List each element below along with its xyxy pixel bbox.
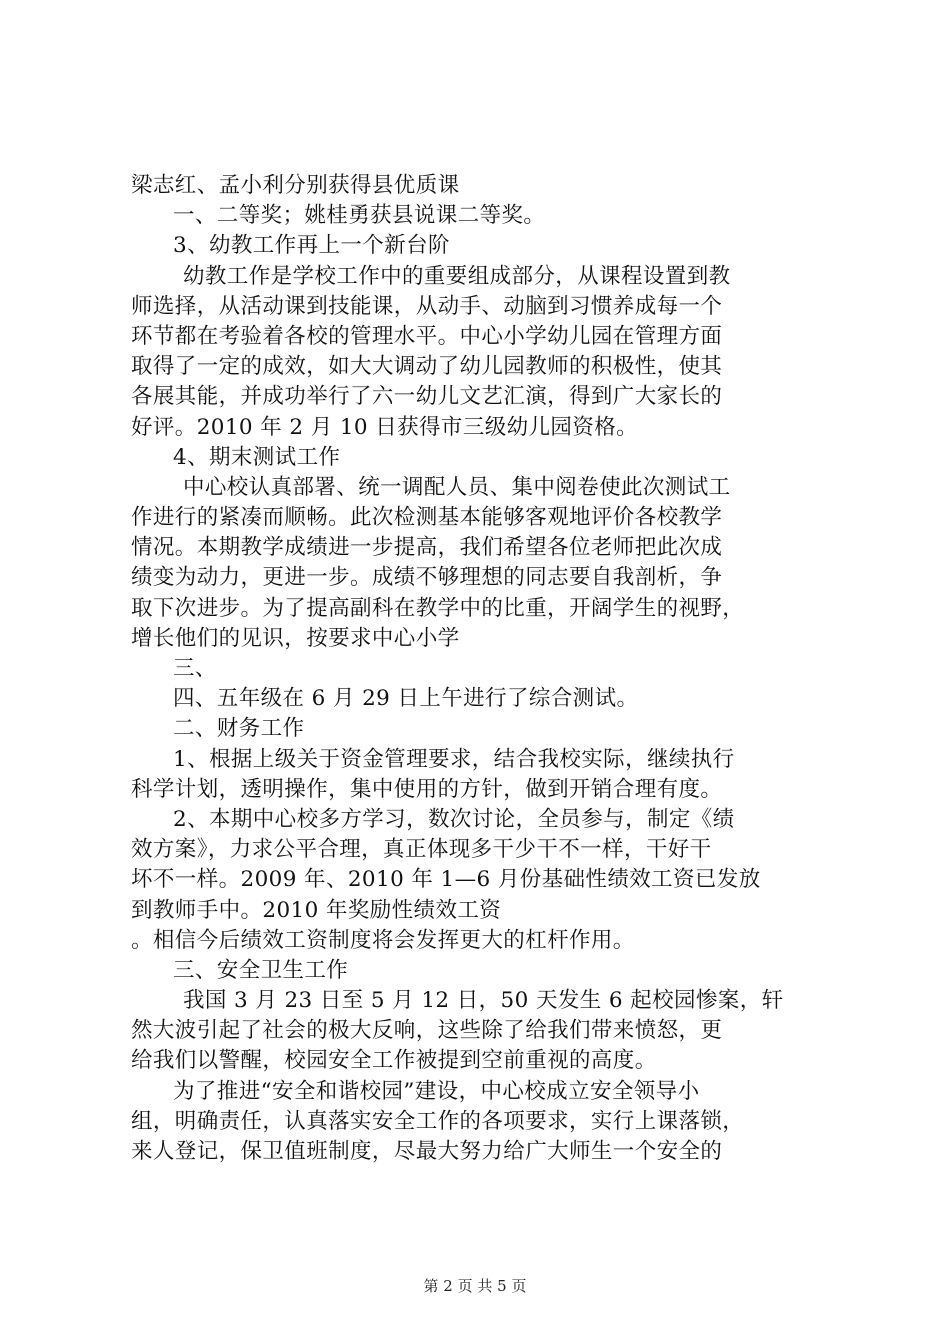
text-line: 师选择，从活动课到技能课，从动手、动脑到习惯养成每一个 xyxy=(131,293,723,319)
text-line: 一、二等奖；姚桂勇获县说课二等奖。 xyxy=(173,203,546,229)
text-line: 到教师手中。2010 年奖励性绩效工资 xyxy=(131,897,502,923)
text-line: 情况。本期教学成绩进一步提高，我们希望各位老师把此次成 xyxy=(131,535,723,561)
text-line: 3、幼教工作再上一个新台阶 xyxy=(173,233,450,259)
text-line: 三、安全卫生工作 xyxy=(173,957,349,983)
text-line: 绩变为动力，更进一步。成绩不够理想的同志要自我剖析，争 xyxy=(131,565,723,591)
text-line: 梁志红、孟小利分别获得县优质课 xyxy=(131,173,460,198)
text-line: 取得了一定的成效，如大大调动了幼儿园教师的积极性，使其 xyxy=(131,354,723,380)
text-line: 来人登记，保卫值班制度，尽最大努力给广大师生一个安全的 xyxy=(131,1139,723,1164)
text-line: 三、 xyxy=(173,656,217,681)
text-line: 增长他们的见识，按要求中心小学 xyxy=(131,625,460,651)
text-line: 组，明确责任，认真落实安全工作的各项要求，实行上课落锁， xyxy=(131,1108,745,1134)
text-line: 四、五年级在 6 月 29 日上午进行了综合测试。 xyxy=(173,686,639,712)
text-line: 坏不一样。2009 年、2010 年 1—6 月份基础性绩效工资已发放 xyxy=(131,867,761,893)
text-line: 4、期末测试工作 xyxy=(173,444,341,470)
text-line: 然大波引起了社会的极大反响，这些除了给我们带来愤怒，更 xyxy=(131,1018,723,1044)
text-line: 。相信今后绩效工资制度将会发挥更大的杠杆作用。 xyxy=(131,927,635,953)
text-line: 二、财务工作 xyxy=(173,716,305,742)
text-line: 1、根据上级关于资金管理要求，结合我校实际，继续执行 xyxy=(173,746,735,772)
text-line: 作进行的紧凑而顺畅。此次检测基本能够客观地评价各校教学 xyxy=(131,505,723,531)
text-line: 我国 3 月 23 日至 5 月 12 日，50 天发生 6 起校园惨案，轩 xyxy=(183,988,784,1014)
text-line: 各展其能，并成功举行了六一幼儿文艺汇演，得到广大家长的 xyxy=(131,384,723,410)
text-line: 好评。2010 年 2 月 10 日获得市三级幼儿园资格。 xyxy=(131,414,639,440)
text-line: 给我们以警醒，校园安全工作被提到空前重视的高度。 xyxy=(131,1048,657,1074)
text-line: 环节都在考验着各校的管理水平。中心小学幼儿园在管理方面 xyxy=(131,323,723,349)
text-line: 为了推进“安全和谐校园”建设，中心校成立安全领导小 xyxy=(173,1078,700,1104)
text-line: 取下次进步。为了提高副科在教学中的比重，开阔学生的视野， xyxy=(131,595,745,621)
text-line: 中心校认真部署、统一调配人员、集中阅卷使此次测试工 xyxy=(183,474,731,500)
text-line: 效方案》，力求公平合理，真正体现多干少干不一样，干好干 xyxy=(131,837,712,863)
document-body xyxy=(131,171,831,1167)
text-line: 幼教工作是学校工作中的重要组成部分，从课程设置到教 xyxy=(183,263,731,289)
text-line: 2、本期中心校多方学习，数次讨论，全员参与，制定《绩 xyxy=(173,806,735,832)
page-number-footer: 第 2 页 共 5 页 xyxy=(423,1277,527,1295)
text-line: 科学计划，透明操作，集中使用的方针，做到开销合理有度。 xyxy=(131,776,723,802)
